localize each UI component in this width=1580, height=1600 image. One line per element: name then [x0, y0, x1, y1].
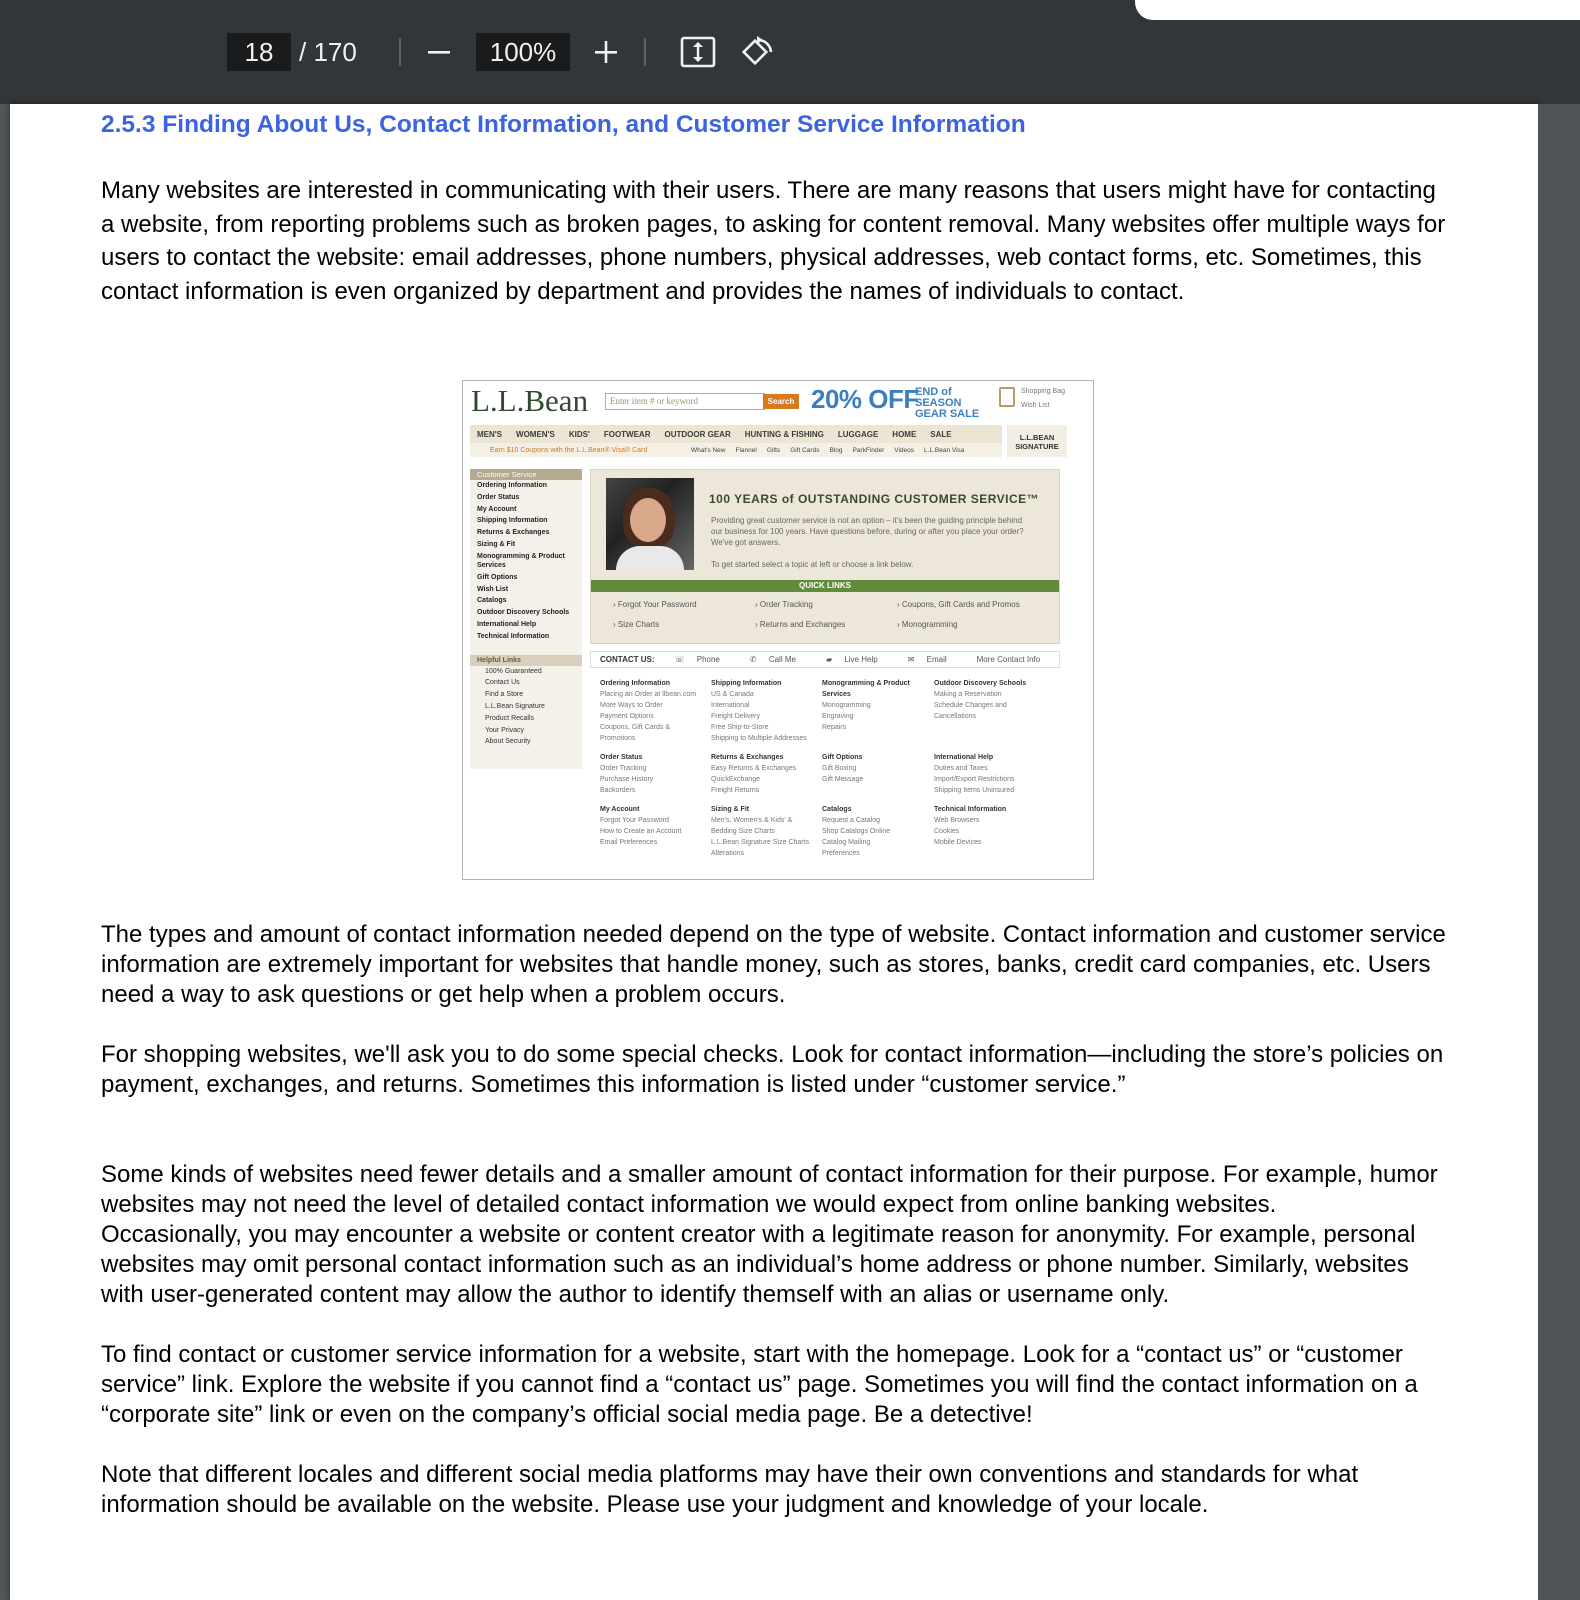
help-topic-heading: Sizing & Fit	[711, 806, 750, 813]
fit-page-icon	[680, 36, 716, 68]
page-number-input[interactable]: 18	[227, 33, 291, 71]
nav-item: MEN'S	[477, 429, 503, 439]
sidebar-item: Returns & Exchanges	[477, 529, 550, 537]
help-topic-column	[822, 804, 934, 859]
help-topic-link: Placing an Order at llbean.com	[600, 691, 697, 698]
toolbar-divider	[644, 38, 646, 66]
help-topic-link: Forgot Your Password	[600, 817, 669, 824]
rotate-button[interactable]	[735, 30, 779, 74]
help-topic-link: Men's, Women's & Kids' &	[711, 817, 793, 824]
quick-link: › Coupons, Gift Cards and Promos	[897, 600, 1020, 609]
sidebar-heading: Customer Service	[470, 469, 582, 480]
helpful-link: Contact Us	[485, 679, 520, 687]
nav-item: LUGGAGE	[837, 429, 879, 439]
pdf-viewer[interactable]	[0, 104, 1580, 1600]
help-topic-link: Mobile Devices	[934, 839, 982, 846]
help-topic-link: Catalog Mailing	[822, 839, 871, 846]
quick-link: › Size Charts	[613, 620, 660, 629]
help-topic-heading: Gift Options	[822, 754, 863, 761]
contact-option: ✉ Email	[907, 655, 947, 664]
hero-banner	[590, 469, 1060, 644]
shopping-bag-icon	[999, 387, 1015, 407]
wish-list-label: Wish List	[1021, 402, 1050, 409]
subnav-item: Videos	[894, 446, 915, 454]
sidebar-item: Gift Options	[477, 573, 518, 581]
nav-item: HUNTING & FISHING	[744, 429, 824, 439]
sidebar-item: Shipping Information	[477, 517, 548, 525]
main-nav	[470, 425, 1002, 443]
paragraph: To find contact or customer service information for a website, start with the homepage. Look for a “contact us” or “customer service” link. Explore the website if you cannot find a “contact us” page. Sometimes you will find the contact information on a “corporate site” link or even on the company’s official social media page. Be a detective!	[101, 1341, 1418, 1428]
paragraph-intro: Many websites are interested in communicating with their users. There are many reasons that users might have for contacting a website, from reporting problems such as broken pages, to asking for content removal. Many websites offer multiple ways for users to contact the website: email addresses, phone numbers, physical addresses, web contact forms, etc. Sometimes, this contact information is even organized by department and provides the names of individuals to contact.	[101, 177, 1446, 305]
sub-nav	[470, 443, 1002, 457]
quick-link: › Returns and Exchanges	[755, 620, 846, 629]
subnav-item: ParkFinder	[852, 446, 885, 454]
help-topic-heading: Technical Information	[934, 806, 1007, 813]
help-topic-link: Engraving	[822, 713, 854, 720]
earn-coupons-text: Earn $10 Coupons with the L.L.Bean® Visa® Card	[490, 446, 648, 454]
paragraph: Some kinds of websites need fewer details and a smaller amount of contact information for their purpose. For example, humor websites may not need the level of detailed contact information we would expect from online banking websites.	[101, 1161, 1438, 1218]
help-topic-link: More Ways to Order	[600, 702, 663, 709]
help-topic-heading: Shipping Information	[711, 680, 782, 687]
helpful-link: 100% Guaranteed	[485, 667, 542, 675]
sidebar-item: My Account	[477, 505, 517, 513]
search-button: Search	[763, 394, 799, 409]
subnav-item: Gifts	[766, 446, 781, 454]
help-topic-link: QuickExchange	[711, 776, 761, 783]
help-topic-link: US & Canada	[711, 691, 754, 698]
help-topic-link: Schedule Changes and	[934, 702, 1007, 709]
nav-item: SALE	[930, 429, 952, 439]
subnav-item: Gift Cards	[790, 446, 820, 454]
help-topic-column	[934, 804, 1046, 848]
help-topic-link: Making a Reservation	[934, 691, 1002, 698]
help-topic-link: Coupons, Gift Cards &	[600, 724, 671, 731]
help-topic-heading: Outdoor Discovery Schools	[934, 680, 1027, 687]
help-topic-link: Duties and Taxes	[934, 765, 988, 772]
help-topic-column	[711, 804, 823, 859]
help-topic-link: Shop Catalogs Online	[822, 828, 891, 835]
help-topic-column	[934, 678, 1046, 722]
llbean-logo: L.L.Bean	[471, 383, 589, 418]
sidebar-item: Sizing & Fit	[477, 540, 516, 548]
help-topic-link: Shipping to Multiple Addresses	[711, 735, 807, 742]
fit-page-button[interactable]	[676, 30, 720, 74]
hero-text: Providing great customer service is not an option – it's been the guiding principle behind our business for 100 years. Have questions before, during or after you place your order? We've got answers.	[711, 516, 1024, 547]
help-topic-link: Order Tracking	[600, 765, 647, 772]
quick-link: › Order Tracking	[755, 600, 813, 609]
sidebar-item: Technical Information	[477, 632, 550, 640]
sidebar-item: Wish List	[477, 585, 509, 593]
help-topic-link: Easy Returns & Exchanges	[711, 765, 797, 772]
nav-item: OUTDOOR GEAR	[664, 429, 731, 439]
contact-us-bar	[590, 651, 1060, 668]
rotate-icon	[739, 34, 775, 70]
quick-links-title: QUICK LINKS	[591, 580, 1059, 592]
contact-option: ✆ Call Me	[749, 655, 796, 664]
scrollbar-track[interactable]	[1538, 104, 1580, 1600]
help-topic-link: Email Preferences	[600, 839, 658, 846]
promo-subtitle: END of SEASON GEAR SALE	[915, 386, 980, 420]
page-total: / 170	[299, 37, 357, 67]
help-topic-link: Promotions	[600, 735, 636, 742]
paragraph: The types and amount of contact information needed depend on the type of website. Contact information and customer service information are extremely important for websites that handle money, such as stores, banks, credit card companies, etc. Users need a way to ask questions or get help when a problem occurs.	[101, 921, 1446, 1008]
sidebar-item: Order Status	[477, 493, 520, 501]
sidebar-item: Ordering Information	[477, 482, 547, 489]
signature-logo: L.L.BEAN SIGNATURE	[1007, 425, 1067, 457]
pdf-toolbar	[0, 0, 1580, 104]
subnav-item: L.L.Bean Visa	[924, 446, 965, 454]
pdf-page	[10, 104, 1538, 1600]
help-topic-link: How to Create an Account	[600, 828, 682, 835]
zoom-in-button[interactable]	[584, 30, 628, 74]
customer-service-sidebar	[470, 469, 582, 769]
contact-us-label: CONTACT US:	[600, 655, 655, 664]
help-topic-heading: Catalogs	[822, 806, 852, 813]
help-topic-link: Bedding Size Charts	[711, 828, 775, 835]
help-topic-link: Freight Delivery	[711, 713, 761, 720]
sidebar-item: Outdoor Discovery Schools	[477, 609, 570, 617]
help-topic-column	[934, 752, 1046, 796]
help-topic-link: Monogramming	[822, 702, 871, 709]
helpful-link: About Security	[485, 738, 531, 746]
contact-option: ▰ Live Help	[825, 655, 878, 664]
help-topic-link: L.L.Bean Signature Size Charts	[711, 839, 810, 846]
shopping-bag-label: Shopping Bag	[1021, 388, 1065, 395]
zoom-out-icon	[426, 39, 452, 65]
help-topic-column	[711, 752, 823, 796]
help-topic-link: Payment Options	[600, 713, 654, 720]
help-topic-link: Import/Export Restrictions	[934, 776, 1015, 783]
sidebar-item: Monogramming & Product Services	[477, 552, 565, 570]
helpful-links-heading: Helpful Links	[470, 655, 582, 666]
paragraph: Occasionally, you may encounter a website or content creator with a legitimate reason for anonymity. For example, personal websites may omit personal contact information such as an individual’s home address or phone number. Similarly, websites with user-generated content may allow the author to identify themself with an alias or username only.	[101, 1221, 1416, 1308]
zoom-in-icon	[593, 39, 619, 65]
help-topic-column	[600, 678, 712, 744]
help-topic-column	[600, 804, 712, 848]
help-topic-column	[600, 752, 712, 796]
subnav-item: Flannel	[735, 446, 757, 454]
help-topic-column	[822, 678, 934, 733]
contact-option: More Contact Info	[976, 655, 1041, 664]
help-topic-link: Alterations	[711, 850, 745, 857]
help-topic-link: International	[711, 702, 750, 709]
helpful-link: Product Recalls	[485, 714, 535, 722]
contact-option: ☏ Phone	[674, 655, 720, 664]
nav-item: HOME	[892, 429, 917, 439]
paragraph: Note that different locales and different social media platforms may have their own conventions and standards for what information should be available on the website. Please use your judgment and knowledge of your locale.	[101, 1461, 1359, 1518]
paragraph: For shopping websites, we'll ask you to do some special checks. Look for contact information—including the store’s policies on payment, exchanges, and returns. Sometimes this information is listed under “customer service.”	[101, 1041, 1444, 1098]
hero-title: 100 YEARS of OUTSTANDING CUSTOMER SERVICE™	[709, 492, 1040, 506]
help-topic-link: Request a Catalog	[822, 817, 880, 824]
search-input: Enter item # or keyword	[605, 393, 765, 410]
quick-link: › Monogramming	[897, 620, 958, 629]
nav-item: KIDS'	[568, 429, 590, 439]
help-topic-heading: Ordering Information	[600, 680, 670, 687]
help-topic-link: Gift Boxing	[822, 765, 857, 772]
help-topic-link: Cancellations	[934, 713, 977, 720]
help-topic-link: Backorders	[600, 787, 636, 794]
help-topic-link: Repairs	[822, 724, 847, 731]
help-topic-link: Cookies	[934, 828, 960, 835]
sidebar-item: International Help	[477, 620, 537, 628]
hero-instructions: To get started select a topic at left or choose a link below.	[711, 560, 914, 569]
helpful-link: Find a Store	[485, 691, 524, 699]
help-topic-link: Web Browsers	[934, 817, 980, 824]
help-topic-link: Free Ship-to-Store	[711, 724, 769, 731]
help-topic-link: Freight Returns	[711, 787, 760, 794]
subnav-item: Blog	[829, 446, 843, 454]
section-heading: 2.5.3 Finding About Us, Contact Information, and Customer Service Information	[101, 111, 1026, 138]
zoom-out-button[interactable]	[417, 30, 461, 74]
agent-photo	[606, 478, 694, 570]
promo-percent: 20% OFF	[811, 384, 919, 414]
window-edge	[1135, 0, 1580, 20]
help-topic-column	[711, 678, 823, 744]
toolbar-divider	[399, 38, 401, 66]
help-topic-heading: My Account	[600, 806, 640, 813]
subnav-item: What's New	[691, 446, 726, 454]
sidebar-item: Catalogs	[477, 597, 507, 605]
help-topic-heading: Monogramming & Product Services	[822, 680, 910, 698]
quick-link: › Forgot Your Password	[613, 600, 697, 609]
help-topic-link: Preferences	[822, 850, 860, 857]
helpful-link: L.L.Bean Signature	[485, 702, 545, 710]
llbean-screenshot	[462, 380, 1094, 880]
help-topic-heading: Returns & Exchanges	[711, 754, 784, 761]
help-topic-link: Purchase History	[600, 776, 654, 783]
helpful-link: Your Privacy	[485, 726, 525, 734]
help-topic-link: Shipping Items Uninsured	[934, 787, 1015, 794]
zoom-level-input[interactable]: 100%	[476, 33, 570, 71]
help-topic-column	[822, 752, 934, 785]
help-topic-heading: International Help	[934, 754, 994, 761]
help-topic-link: Gift Message	[822, 776, 864, 783]
nav-item: FOOTWEAR	[603, 429, 651, 439]
help-topic-heading: Order Status	[600, 754, 643, 761]
nav-item: WOMEN'S	[516, 429, 555, 439]
